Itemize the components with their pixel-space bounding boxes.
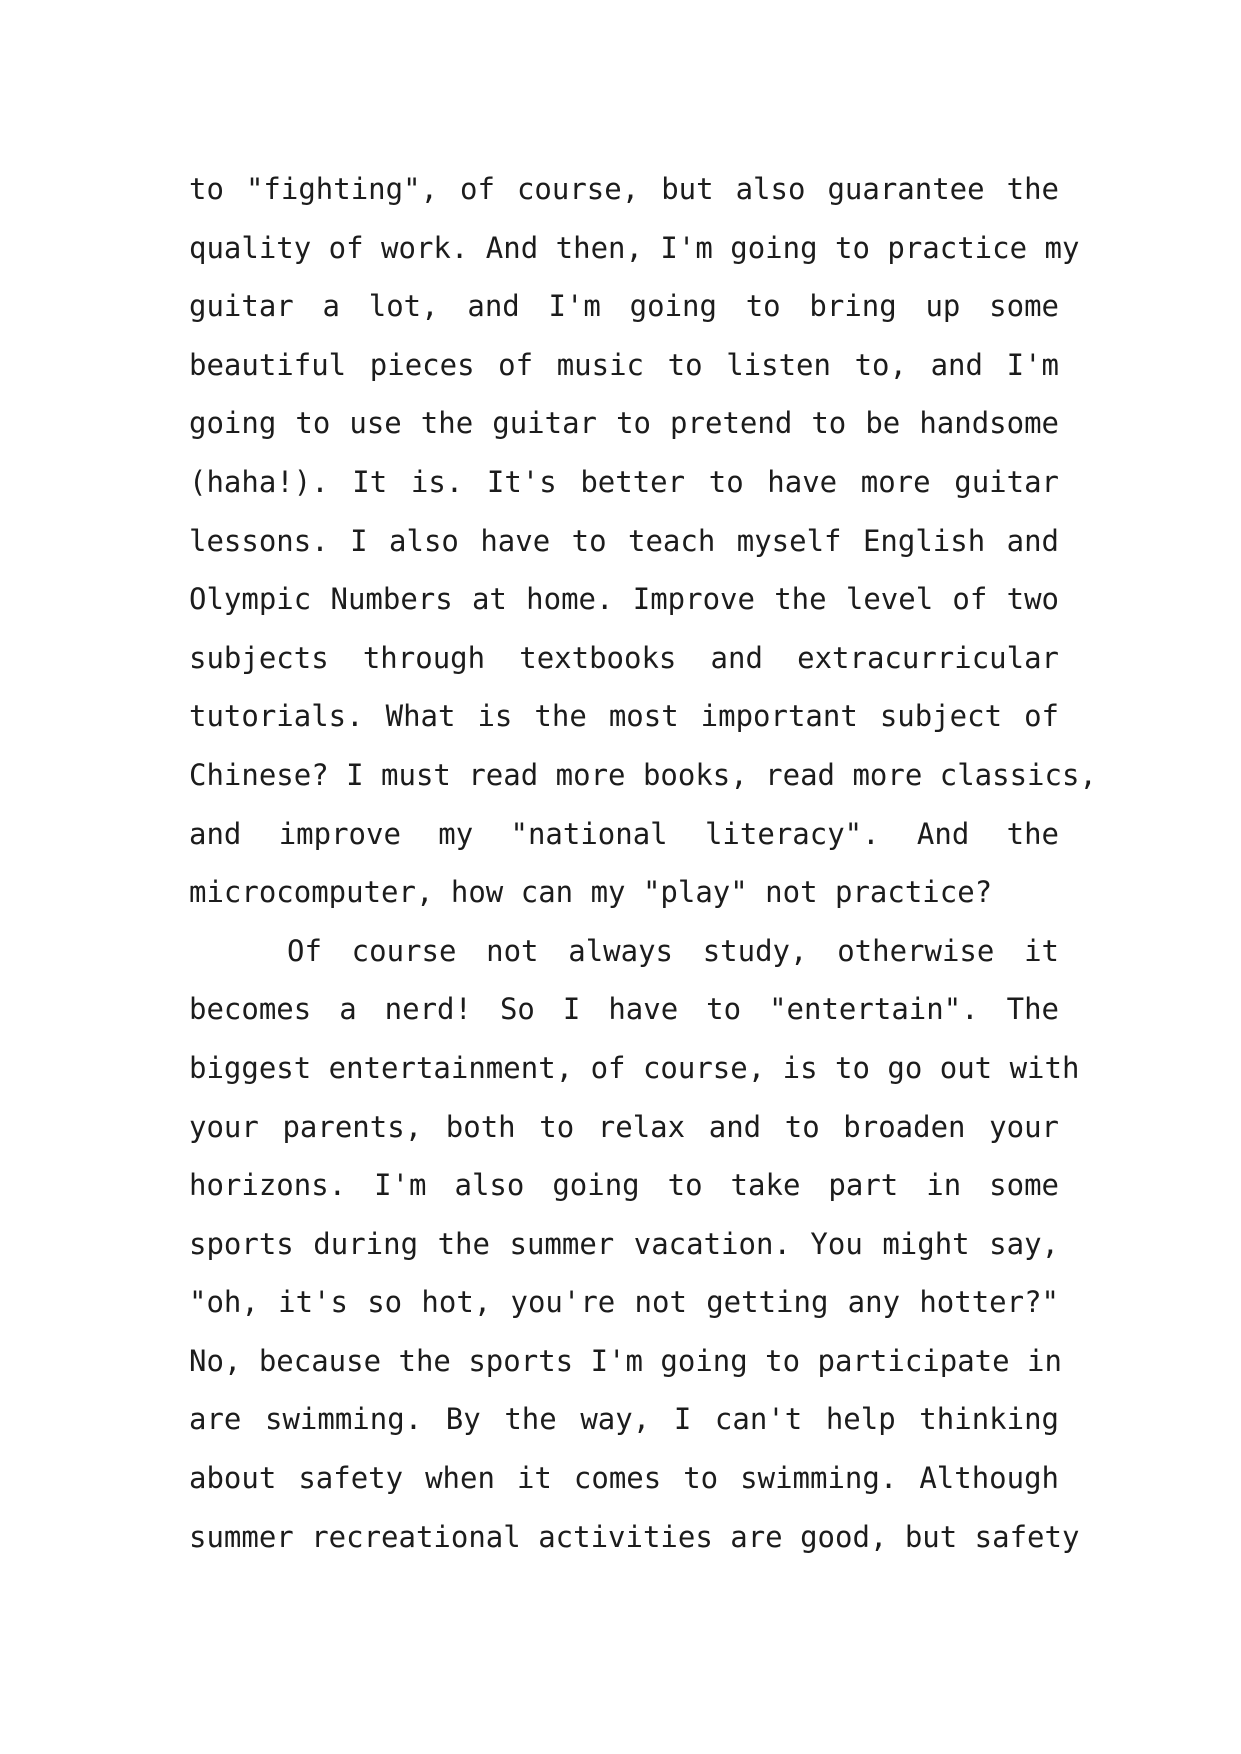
text-line: microcomputer, how can my "play" not practice?: [189, 875, 993, 910]
text-line: subjects through textbooks and extracurricular: [189, 640, 1059, 675]
text-line: to "fighting", of course, but also guarantee the: [189, 172, 1059, 206]
text-line: Olympic Numbers at home. Improve the level of two: [189, 582, 1059, 617]
paragraph-2: [189, 922, 1080, 1567]
text-line: are swimming. By the way, I can't help thinking: [189, 1402, 1059, 1437]
text-line: quality of work. And then, I'm going to practice my: [189, 230, 1080, 265]
text-line: and improve my "national literacy". And the: [189, 816, 1059, 851]
text-line: tutorials. What is the most important subject of: [189, 699, 1059, 734]
text-line: (haha!). It is. It's better to have more guitar: [189, 464, 1059, 499]
text-line: beautiful pieces of music to listen to, and I'm: [189, 347, 1059, 382]
text-line: summer recreational activities are good, but safety: [189, 1519, 1080, 1554]
text-line: about safety when it comes to swimming. Although: [189, 1461, 1059, 1496]
text-line: No, because the sports I'm going to participate in: [189, 1343, 1062, 1378]
text-line: your parents, both to relax and to broaden your: [189, 1109, 1059, 1144]
paragraph-1: [189, 160, 1097, 922]
text-line: sports during the summer vacation. You might say,: [189, 1226, 1059, 1261]
text-line: biggest entertainment, of course, is to go out with: [189, 1050, 1080, 1085]
text-line: guitar a lot, and I'm going to bring up some: [189, 289, 1059, 324]
text-line: Chinese? I must read more books, read more classics,: [189, 757, 1097, 792]
text-line: becomes a nerd! So I have to "entertain". The: [189, 992, 1059, 1027]
text-line: horizons. I'm also going to take part in some: [189, 1168, 1059, 1203]
text-line: "oh, it's so hot, you're not getting any hotter?": [189, 1285, 1059, 1320]
text-line: going to use the guitar to pretend to be handsome: [189, 406, 1059, 441]
text-line: Of course not always study, otherwise it: [287, 933, 1059, 968]
body-text: [189, 160, 1097, 1566]
text-line: lessons. I also have to teach myself English and: [189, 523, 1059, 558]
